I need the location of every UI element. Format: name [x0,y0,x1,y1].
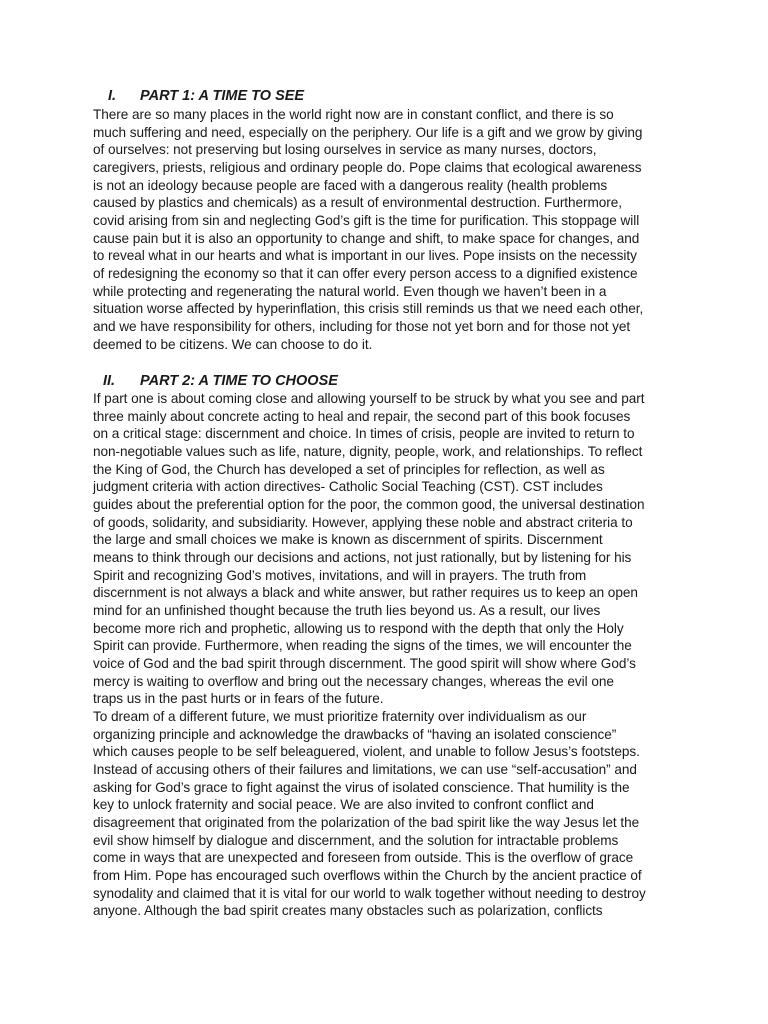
text-line: There are so many places in the world right now are in constant conflict, and there is so [93,107,614,122]
text-line: from Him. Pope has encouraged such overflows within the Church by the ancient practice of [93,867,642,883]
section-2-title: PART 2: A TIME TO CHOOSE [140,373,338,389]
text-line: means to think through our decisions and actions, not just rationally, but by listening for his [93,549,632,565]
text-line: non-negotiable values such as life, nature, dignity, people, work, and relationships. To reflect [93,443,643,459]
text-line: anyone. Although the bad spirit creates many obstacles such as polarization, conflicts [93,903,603,919]
section-2-heading [103,372,403,390]
text-line: Instead of accusing others of their failures and limitations, we can use “self-accusation” and [93,761,637,777]
text-line: become more rich and prophetic, allowing us to respond with the depth that only the Holy [93,620,624,636]
text-line: mind for an unfinished thought because the truth lies beyond us. As a result, our lives [93,602,601,618]
text-line: judgment criteria with action directives- Catholic Social Teaching (CST). CST includes [93,479,603,495]
text-line: If part one is about coming close and allowing yourself to be struck by what you see and part [93,391,645,406]
section-2-paragraph-1 [93,390,645,708]
text-line: deemed to be citizens. We can choose to do it. [93,336,373,352]
text-line: come in ways that are unexpected and foreseen from outside. This is the overflow of grace [93,850,634,866]
text-line: and we have responsibility for others, including for those not yet born and for those not yet [93,318,631,334]
text-line: Spirit can provide. Furthermore, when reading the signs of the times, we will encounter the [93,638,632,654]
text-line: key to unlock fraternity and social peace. We are also invited to confront conflict and [93,797,594,813]
text-line: which causes people to be self beleaguered, violent, and unable to follow Jesus’s footsteps. [93,744,640,760]
text-line: guides about the preferential option for the poor, the common good, the universal destination [93,496,645,512]
text-line: asking for God’s grace to fight against the virus of isolated conscience. That humility is the [93,779,630,795]
section-1-heading [108,87,368,105]
text-line: synodality and claimed that it is vital for our world to walk together without needing to destroy [93,885,646,901]
text-line: covid arising from sin and neglecting God’s gift is the time for purification. This stoppage will [93,212,640,228]
section-1-number: I. [108,88,117,104]
text-line: the large and small choices we make is known as discernment of spirits. Discernment [93,532,603,548]
text-line: To dream of a different future, we must prioritize fraternity over individualism as our [93,709,587,724]
text-line: traps us in the past hurts or in fears of the future. [93,691,384,707]
text-line: caregivers, priests, religious and ordinary people do. Pope claims that ecological awareness [93,159,642,175]
section-2-number: II. [103,373,116,389]
text-line: while protecting and regenerating the natural world. Even though we haven’t been in a [93,283,607,299]
text-line: the King of God, the Church has developed a set of principles for reflection, as well as [93,461,605,477]
text-line: much suffering and need, especially on the periphery. Our life is a gift and we grow by giving [93,124,643,140]
text-line: voice of God and the bad spirit through discernment. The good spirit will show where God’s [93,655,636,671]
text-line: mercy is waiting to overflow and bring out the necessary changes, whereas the evil one [93,673,614,689]
text-line: disagreement that originated from the polarization of the bad spirit like the way Jesus let the [93,814,640,830]
text-line: of redesigning the economy so that it can offer every person access to a dignified existence [93,265,638,281]
text-line: three mainly about concrete acting to heal and repair, the second part of this book focuses [93,408,631,424]
text-line: on a critical stage: discernment and choice. In times of crisis, people are invited to return to [93,426,635,442]
section-1-title: PART 1: A TIME TO SEE [140,88,305,104]
text-line: to reveal what in our hearts and what is important in our lives. Pope insists on the necessity [93,248,637,264]
text-line: discernment is not always a black and white answer, but rather requires us to keep an open [93,585,638,601]
text-line: cause pain but it is also an opportunity to change and shift, to make space for changes, and [93,230,640,246]
text-line: evil show himself by dialogue and discernment, and the solution for intractable problems [93,832,619,848]
text-line: organizing principle and acknowledge the drawbacks of “having an isolated conscience” [93,726,617,742]
section-1-paragraph [93,106,643,353]
text-line: of goods, solidarity, and subsidiarity. However, applying these noble and abstract criteria to [93,514,633,530]
text-line: caused by plastics and chemicals) as a result of environmental destruction. Furthermore, [93,195,623,211]
text-line: situation worse affected by hyperinflation, this crisis still reminds us that we need each other, [93,301,644,317]
text-line: of ourselves: not preserving but losing ourselves in service as many nurses, doctors, [93,142,597,158]
section-2-paragraph-2 [93,708,646,920]
text-line: Spirit and recognizing God’s motives, invitations, and will in prayers. The truth from [93,567,587,583]
text-line: is not an ideology because people are faced with a dangerous reality (health problems [93,177,608,193]
